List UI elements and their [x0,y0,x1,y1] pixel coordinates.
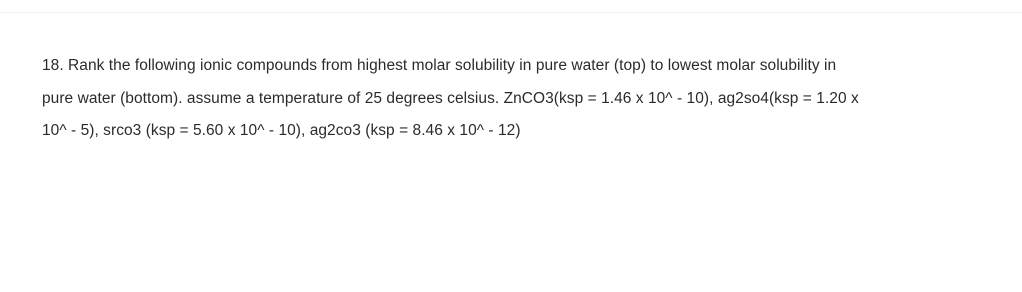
question-line-3: 10^ - 5), srco3 (ksp = 5.60 x 10^ - 10), ag2co3 (ksp = 8.46 x 10^ - 12) [42,122,521,139]
header-divider [0,12,1022,13]
question-text [42,50,992,148]
question-line-1: 18. Rank the following ionic compounds from highest molar solubility in pure water (top) to lowest molar solubility in [42,57,837,74]
question-line-2: pure water (bottom). assume a temperature of 25 degrees celsius. ZnCO3(ksp = 1.46 x 10^ - 10), ag2so4(ksp = 1.20 x [42,89,859,107]
